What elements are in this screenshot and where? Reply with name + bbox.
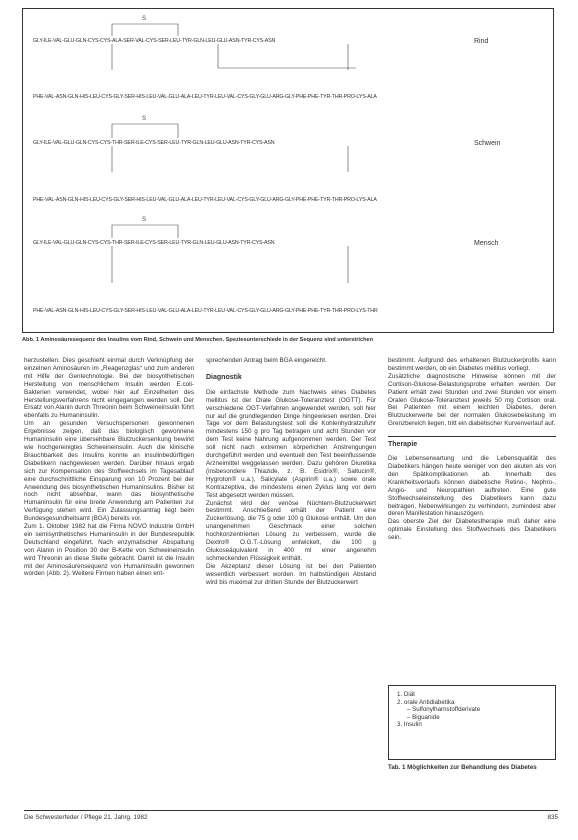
paragraph: Zum 1. Oktober 1982 hat die Firma NOVO Industrie GmbH ein semisynthetisches Humaninsulin in der Bundesrepublik Deutschland eingeführt. Nach enzymatischer Abspaltung von Alanin in Position 30 der B-Kette von Schweineinsulin wird Threonin an diese Stelle gebracht. Damit ist die Insulin mit der Aminosäurensequenz von Humaninsulin gewonnen worden (Abb. 2). Weitere Firmen haben einen ent- xyxy=(24,523,194,578)
paragraph: Um an gesunden Versuchspersonen gewonnenen Ergebnisse zeigen, daß das biologisch gewonnene Humaninsulin eine übersehbare Blutzuckersenkung bewirkt wie hochgereinigtes Schweineinsulin. Auch die klinische Brauchbarkeit des Insulins konnte an insulinbedürftigen Diabetikern nachgewiesen werden. Darüber hinaus ergab sich zur Kompensation des Stoffwechsels im Tagesablauf eine durchschnittliche Einsparung von 10 Prozent bei der Anwendung des biosynthetischen Humaninsulins. Bisher ist noch nicht absehbar, wann das biosynthetische Humaninsulin für eine breite Anwendung am Patienten zur Verfügung stehen wird. Ein Zulassungsantrag liegt beim Bundesgesundheitsamt (BGA) bereits vor. xyxy=(24,420,194,523)
sequence-mensch-b-chain: PHE-VAL-ASN-GLN-HIS-LEU-CYS-GLY-SER-HIS-LEU-VAL-GLU-ALA-LEU-TYR-LEU-VAL-CYS-GLY-GLU-ARG-GLY-PHE-PHE-TYR-THR-PRO-LYS-THR xyxy=(33,308,378,314)
page-footer xyxy=(24,814,558,821)
sequence-rind-a-chain: GLY-ILE-VAL-GLU-GLN-CYS-CYS-ALA-SER-VAL-CYS-SER-LEU-TYR-GLN-LEU-GLU-ASN-TYR-CYS-ASN xyxy=(33,38,276,44)
disulfide-label: S xyxy=(142,16,147,22)
paragraph: Die Akzeptanz dieser Lösung ist bei den Patienten wesentlich verbessert worden. Im halbstündigen Abstand wird bis maximal zur dritten Stunde der Blutzuckerwert xyxy=(206,562,376,586)
paragraph: Die Lebenserwartung und die Lebensqualität des Diabetikers hängen heute weniger von den akuten als von den Spätkomplikationen ab. Innerhalb des Krankheitsverlaufs können diabetische Retino-, Nephro-, Angio- und Neuropathien auftreten. Eine gute Stoffwechseleinstellung des Diabetikers kann dazu beitragen, Nebenwirkungen zu verhindern, zumindest aber deren Manifestation hinauszögern. xyxy=(388,455,556,518)
section-heading-diagnostik: Diagnostik xyxy=(206,373,242,381)
table-item: 2. orale Antidiabetika xyxy=(397,698,455,706)
text-column-2 xyxy=(206,357,376,586)
disulfide-label: S xyxy=(142,116,147,122)
paragraph: Die einfachste Methode zum Nachweis eines Diabetes mellitus ist der Orale Glukose-Toleranztest (OGTT). Für verschiedene OGT-Verfahren angewendet werden, soll hier nur auf die grundlegenden Dinge hingewiesen werden. Drei Tage vor dem Belastungstest soll die Kohlenhydratzufuhr mindestens 150 g pro Tag betragen und acht Stunden vor dem Test keine Nahrung aufgenommen werden. Der Test soll nicht nach extremen körperlichen Anstrengungen durchgeführt werden und eventuell den Test beeinflussende Arzneimittel weggelassen werden. Dazu gehören Diuretika (insbesondere Thiazide, z. B. Esidrix®, Saltucin®, Hygroton® u.a.), Salicylate (Aspirin® u.a.) sowie orale Kontrazeptiva, die mindestens einen Zyklus lang vor dem Test abgesetzt werden müssen. xyxy=(206,388,376,499)
species-label-schwein: Schwein xyxy=(474,140,501,147)
table-item: 3. Insulin xyxy=(397,721,422,729)
paragraph: bestimmt. Aufgrund des erhaltenen Blutzuckerprofils kann bestimmt werden, ob ein Diabetes mellitus vorliegt. xyxy=(388,357,556,372)
text-column-3 xyxy=(388,357,556,542)
disulfide-label: S xyxy=(142,217,147,223)
sequence-schwein-b-chain: PHE-VAL-ASN-GLN-HIS-LEU-CYS-GLY-SER-HIS-LEU-VAL-GLU-ALA-LEU-TYR-LEU-VAL-CYS-GLY-GLU-ARG-GLY-PHE-PHE-TYR-THR-PRO-LYS-ALA xyxy=(33,197,377,203)
paragraph: Das oberste Ziel der Diabetestherapie muß daher eine optimale Einstellung des Stoffwechsels des Diabetikers sein. xyxy=(388,518,556,542)
paragraph: sprechenden Antrag beim BGA eingereicht. xyxy=(206,357,327,364)
table-therapy-options xyxy=(388,685,556,760)
paragraph: Zunächst wird der venöse Nüchtern-Blutzuckerwert bestimmt. Anschließend erhält der Patient eine Zuckerlösung, die 75 g oder 100 g Glukose enthält. Um den unangenehmen Geschmack einer solchen hochkonzentrierten Lösung zu verbessern, wurde die Dextro® O.G.T.-Lösung entwickelt, die 100 g Glukoseäquivalent in 400 ml einer angenehm schmeckenden Flüssigkeit enthält. xyxy=(206,499,376,562)
footer-rule xyxy=(24,810,558,811)
table-subitem: – Biguanide xyxy=(407,713,440,721)
table-subitem: – Sulfonylharnstoffderivate xyxy=(407,706,481,714)
footer-journal: Die Schwesterfeder / Pflege 21. Jahrg. 1982 xyxy=(24,814,148,821)
sequence-mensch-a-chain: GLY-ILE-VAL-GLU-GLN-CYS-CYS-THR-SER-ILE-CYS-SER-LEU-TYR-GLN-LEU-GLU-ASN-TYR-CYS-ASN xyxy=(33,240,275,246)
table-caption: Tab. 1 Möglichkeiten zur Behandlung des Diabetes xyxy=(388,764,537,771)
paragraph: Zusätzliche diagnostische Hinweise können mit der Cortison-Glukose-Belastungsprobe erhalten werden. Der Patient erhält zwei Stunden und zwei Stunden vor einem Oralen Glukose-Toleranztest jeweils 50 mg Cortison oral. Bei Patienten mit einem leichten Diabetes, deren Blutzuckerwerte bei der normalen Glukosebelastung im Grenzbereich liegen, tritt ein diabetischer Kurvenverlauf auf. xyxy=(388,372,556,428)
section-heading-therapie: Therapie xyxy=(388,441,418,449)
text-column-1 xyxy=(24,357,194,578)
species-label-mensch: Mensch xyxy=(474,240,499,247)
figure-caption: Abb. 1 Aminosäuresequenz des Insulins vom Rind, Schwein und Menschen. Speziesunterschiede in der Sequenz sind unterstrichen xyxy=(22,337,374,343)
table-item: 1. Diät xyxy=(397,691,415,698)
sequence-schwein-a-chain: GLY-ILE-VAL-GLU-GLN-CYS-CYS-THR-SER-ILE-CYS-SER-LEU-TYR-GLN-LEU-GLU-ASN-TYR-CYS-ASN xyxy=(33,140,275,146)
sequence-rind-b-chain: PHE-VAL-ASN-GLN-HIS-LEU-CYS-GLY-SER-HIS-LEU-VAL-GLU-ALA-LEU-TYR-LEU-VAL-CYS-GLY-GLU-ARG-GLY-PHE-PHE-TYR-THR-PRO-LYS-ALA xyxy=(33,94,377,100)
page-number: 835 xyxy=(547,814,558,821)
species-label-rind: Rind xyxy=(474,38,489,45)
paragraph: herzustellen. Dies geschieht einmal durch Verknüpfung der einzelnen Aminosäuren im „Reagenzglas“ und zum anderen mit Hilfe der Gentechnologie. Bei der biosynthetischen Herstellung von menschlichem Insulin werden E.coli-Bakterien verwendet, wobei hier auf Einzelheiten des Herstellungsverfahrens nicht eingegangen werden soll. Der Ersatz von Alanin durch Threonin beim Schweineinsulin führt ebenfalls zu Humaninsulin. xyxy=(24,357,194,420)
